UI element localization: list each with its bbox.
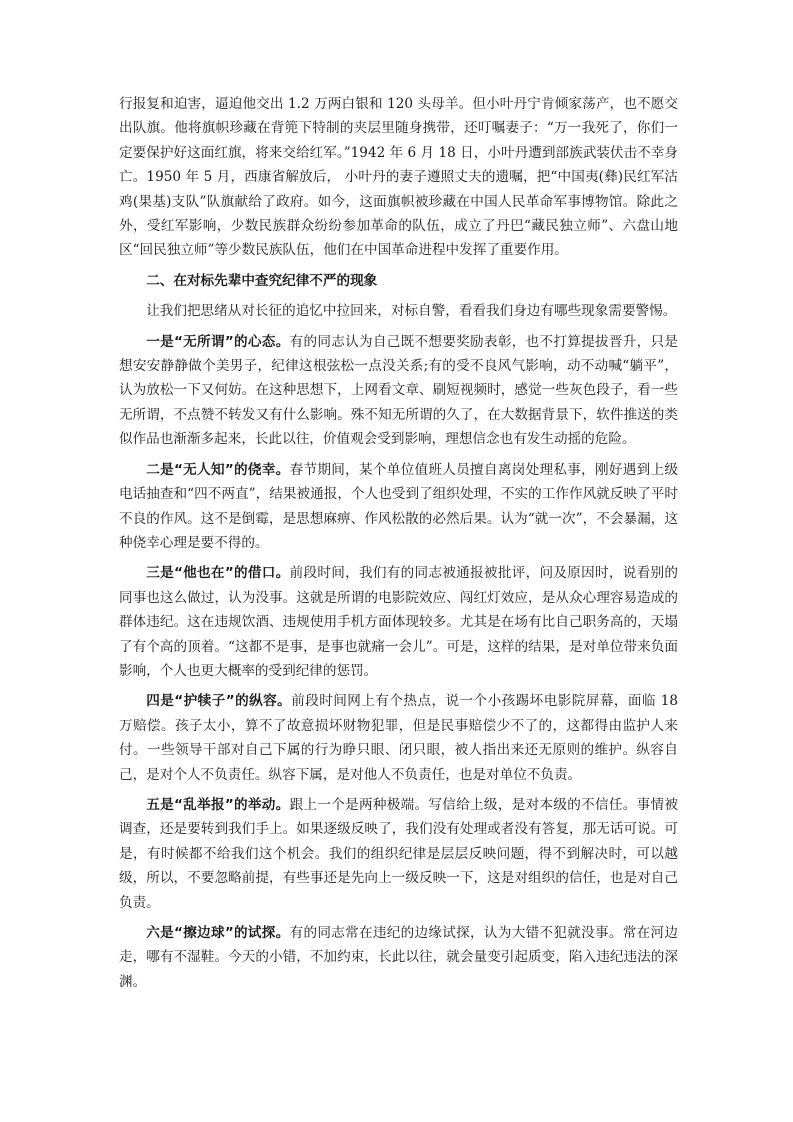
point-5-lead: 五是“乱举报”的举动。 (146, 796, 290, 813)
section-heading: 二、在对标先辈中查究纪律不严的现象 (146, 272, 378, 289)
point-1-body: 有的同志认为自己既不想要奖励表彰，也不打算提拔晋升，只是想安安静静做个美男子，纪律这根弦松一点没关系;有的受不良风气影响，动不动喊“躺平”，认为放松一下又何妨。在这种思想下，上网看文章、刷短视频时，感觉一些灰色段子，看一些无所谓，不点赞不转发又有什么影响。殊不知无所谓的久了，在大数据背景下，软件推送的类似作品也渐渐多起来，长此以往，价值观会受到影响，理想信念也有发生动摇的危险。 (119, 333, 678, 448)
paragraph-point-3 (119, 561, 678, 683)
point-3-body: 前段时间，我们有的同志被通报被批评，问及原因时，说看别的同事也这么做过，认为没事。这就是所谓的电影院效应、闯红灯效应，是从众心理容易造成的群体违纪。这在违规饮酒、违规使用手机方面体现较多。尤其是在场有比自己职务高的，天塌了有个高的顶着。“这都不是事，是事也就痛一会儿”。可是，这样的结果，是对单位带来负面影响，个人也更大概率的受到纪律的惩罚。 (119, 565, 678, 679)
paragraph-point-5 (119, 793, 678, 915)
paragraph-point-6 (119, 921, 678, 994)
point-6-body: 有的同志常在违纪的边缘试探，认为大错不犯就没事。常在河边走，哪有不湿鞋。今天的小错，不加约束，长此以往，就会量变引起质变，陷入违纪违法的深渊。 (119, 925, 678, 990)
paragraph-point-1 (119, 330, 678, 452)
point-1-lead: 一是“无所谓”的心态。 (146, 333, 290, 350)
paragraph-point-2 (119, 458, 678, 556)
point-2-body: 春节期间，某个单位值班人员擅自离岗处理私事，刚好遇到上级电话抽查和“四不两直”，结果被通报，个人也受到了组织处理，不实的工作作风就反映了平时不良的作风。这不是倒霉，是思想麻痹、作风松散的必然后果。认为“就一次”，不会暴漏，这种侥幸心理是要不得的。 (119, 461, 678, 551)
paragraph-intro-continuation: 行报复和迫害，逼迫他交出 1.2 万两白银和 120 头母羊。但小叶丹宁肯倾家荡产，也不愿交出队旗。他将旗帜珍藏在背篼下特制的夹层里随身携带，还叮嘱妻子：“万一我死了，你们一定要保护好这面红旗，将来交给红军。”1942 年 6 月 18 日，小叶丹遭到部族武装伏击不幸身亡。1950 年 5 月，西康省解放后， 小叶丹的妻子遵照丈夫的遗嘱，把“中国夷(彝)民红军沽鸡(果基)支队”队旗献给了政府。如今，这面旗帜被珍藏在中国人民革命军事博物馆。除此之外，受红军影响，少数民族群众纷纷参加革命的队伍，成立了丹巴“藏民独立师”、六盘山地区“回民独立师”等少数民族队伍，他们在中国革命进程中发挥了重要作用。 (119, 96, 678, 259)
point-6-lead: 六是“擦边球”的试探。 (146, 925, 290, 941)
paragraph-transition: 让我们把思绪从对长征的追忆中拉回来，对标自警，看看我们身边有哪些现象需要警惕。 (146, 303, 677, 320)
point-5-body: 跟上一个是两种极端。写信给上级，是对本级的不信任。事情被调查，还是要转到我们手上。如果逐级反映了，我们没有处理或者没有答复，那无话可说。可是，有时候都不给我们这个机会。我们的组织纪律是层层反映问题，得不到解决时，可以越级，所以，不要忽略前提，有些事还是先向上一级反映一下，这是对组织的信任，也是对自己负责。 (119, 796, 678, 911)
point-4-body: 前段时间网上有个热点，说一个小孩踢坏电影院屏幕，面临 18 万赔偿。孩子太小，算不了故意损坏财物犯罪，但是民事赔偿少不了的，这都得由监护人来付。一些领导干部对自己下属的行为睁只眼、闭只眼，被人指出来还无原则的维护。纵容自己，是对个人不负责任。纵容下属，是对他人不负责任，也是对单位不负责。 (119, 693, 678, 783)
point-3-lead: 三是“他也在”的借口。 (146, 565, 290, 582)
paragraph-point-4 (119, 689, 678, 787)
point-4-lead: 四是“护犊子”的纵容。 (146, 693, 292, 710)
document-page (119, 92, 678, 1000)
point-2-lead: 二是“无人知”的侥幸。 (146, 461, 290, 478)
